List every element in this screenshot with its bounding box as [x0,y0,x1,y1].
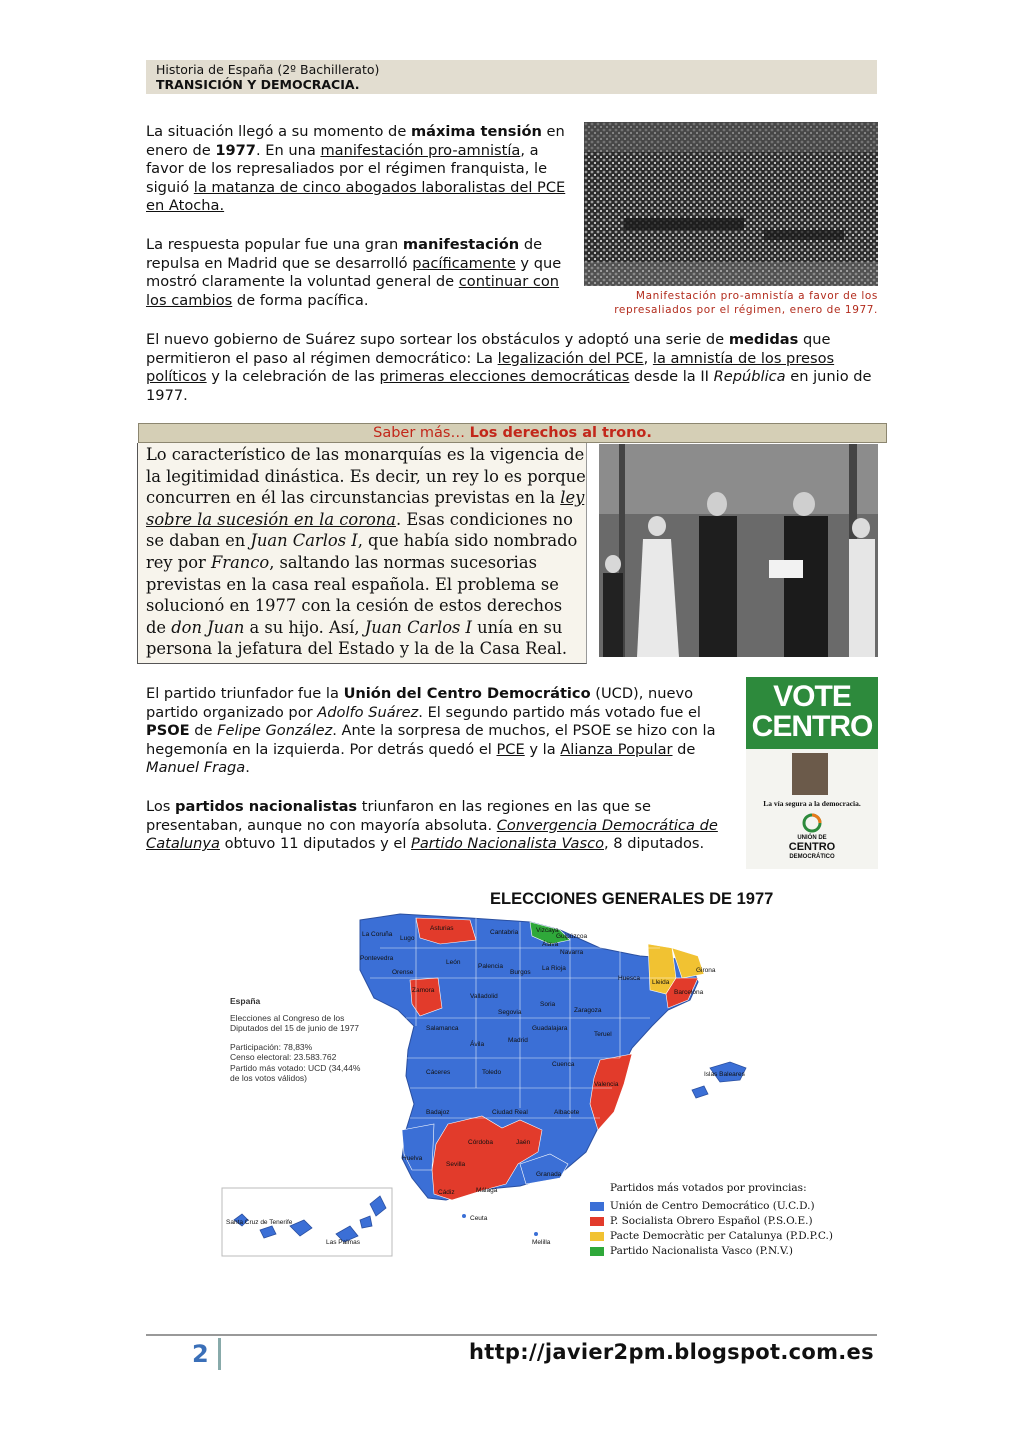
legend-label: Unión de Centro Democrático (U.C.D.) [610,1200,815,1212]
label-avila: Ávila [470,1041,485,1048]
text: (UCD), nuevo partido organizado por [146,685,694,721]
ceuta-dot [462,1214,466,1218]
ucd-logo-line2: CENTRO [788,841,836,853]
baleares-ucd [692,1062,746,1098]
label-segovia: Segovia [498,1009,522,1016]
label-pontevedra: Pontevedra [360,955,394,962]
italic-text: don Juan [171,617,245,637]
melilla-dot [534,1232,538,1236]
label-palencia: Palencia [478,963,503,970]
text: y la celebración de las [206,368,380,385]
legend-item [610,1215,840,1227]
ucd-logo-line3: DEMOCRÁTICO [789,854,835,860]
italic-text: Felipe González [217,722,333,739]
vote-centro-poster [746,677,878,869]
label-burgos: Burgos [510,969,531,976]
saber-mas-header [138,423,887,443]
label-badajoz: Badajoz [426,1109,450,1116]
label-toledo: Toledo [482,1069,502,1076]
label-malaga: Málaga [476,1187,498,1194]
bold-text: PSOE [146,722,190,739]
italic-text: Adolfo Suárez [317,703,419,721]
label-lleida: Lleida [652,979,670,986]
saber-prefix: Saber más… [373,425,470,441]
label-zaragoza: Zaragoza [574,1007,602,1014]
poster-panel [746,749,878,869]
underlined-text: continuar con los cambios [146,273,560,309]
text: obtuvo 11 diputados y el [219,835,412,852]
info-country: España [230,996,261,1006]
paragraph-winning-party [146,685,736,778]
label-rioja: La Rioja [542,965,566,972]
underlined-italic-text: Convergencia Democrática de Catalunya [146,816,718,852]
italic-text: Franco [210,552,270,572]
header-unit-title: TRANSICIÓN Y DEMOCRACIA. [156,77,360,92]
underlined-text: manifestación pro-amnistía [320,141,521,159]
paragraph-response [146,236,571,310]
label-huelva: Huelva [402,1155,423,1162]
map-info [230,996,380,1084]
text: La respuesta popular fue una gran [146,236,403,253]
legend-item [610,1200,840,1212]
text: El partido triunfador fue la [146,685,344,702]
info-winner: Partido más votado: UCD (34,44% [230,1062,361,1073]
legend-item [610,1245,840,1257]
text: La situación llegó a su momento de [146,123,411,140]
label-albacete: Albacete [554,1109,580,1116]
legend-label: P. Socialista Obrero Español (P.S.O.E.) [610,1215,813,1227]
label-melilla: Melilla [532,1239,551,1246]
label-granada: Granada [536,1171,562,1178]
text: , [643,349,653,367]
label-salamanca: Salamanca [426,1025,459,1032]
italic-text: Manuel Fraga [146,759,246,776]
legend-swatch-psoe [590,1217,604,1226]
info-census: Censo electoral: 23.583.762 [230,1052,337,1062]
text: , saltando las normas sucesorias previstas en la casa real española. El problema se solucionó en 1977 con la cesión de estos derechos de [146,552,563,637]
footer-divider [146,1334,877,1336]
label-barcelona: Barcelona [674,989,704,996]
info-participation: Participación: 78,83% [230,1041,313,1052]
label-navarra: Navarra [560,949,584,956]
underlined-text: legalización del PCE [497,349,644,367]
text: y la [524,740,561,758]
label-zamora: Zamora [412,987,435,994]
bold-text: 1977 [215,141,256,159]
label-cantabria: Cantabria [490,929,519,936]
text: . El segundo partido más votado fue el [418,703,701,721]
legend-swatch-pnv [590,1247,604,1256]
underlined-italic-text: ley sobre la sucesión en la corona [146,488,585,529]
page-number: 2 [192,1340,209,1368]
page-number-bar [218,1338,221,1370]
text: triunfaron en las regiones en las que se presentaban, aunque no con mayoría absoluta. [146,798,651,834]
underlined-italic-text: Partido Nacionalista Vasco [411,835,605,852]
crowd-image [584,122,878,286]
label-coruna: La Coruña [362,931,393,938]
label-cadiz: Cádiz [438,1189,455,1196]
suarez-portrait [792,753,828,795]
saber-title: Los derechos al trono. [469,425,652,441]
underlined-text: PCE [496,740,525,758]
paragraph-measures [146,331,879,405]
label-caceres: Cáceres [426,1069,451,1076]
text: . Ante la sorpresa de muchos, el PSOE se hizo con la hegemonía en la izquierda. Por detrás quedó el [146,722,716,758]
label-tenerife: Santa Cruz de Tenerife [226,1219,293,1226]
underlined-text: la matanza de cinco abogados laboralistas del PCE en Atocha. [146,178,566,214]
italic-text: República [713,368,786,385]
text: y que mostró claramente la voluntad general de [146,254,562,290]
legend-swatch-ucd [590,1202,604,1211]
label-cuenca: Cuenca [552,1061,575,1068]
label-guipuzcoa: Guipúzcoa [556,933,588,940]
ucd-logo-line1: UNIÓN DE [797,835,827,841]
royal-family-photo [599,444,878,657]
text: en junio de 1977. [146,368,872,404]
label-laspalmas: Las Palmas [326,1239,360,1246]
province-borders [370,918,680,1118]
legend-title: Partidos más votados por provincias: [610,1182,807,1194]
label-ciudadreal: Ciudad Real [492,1109,528,1116]
text: a su hijo. Así, [244,617,365,637]
label-lugo: Lugo [400,935,415,942]
underlined-text: primeras elecciones democráticas [379,368,630,385]
saber-mas-text [146,444,586,660]
label-asturias: Asturias [430,925,454,932]
text: de [189,722,218,739]
text: . Esas condiciones no se daban en [146,509,573,551]
italic-text: Juan Carlos I [364,617,472,637]
text: de [672,740,696,758]
poster-slogan: La vía segura a la democracia. [763,799,861,808]
info-desc1: Elecciones al Congreso de los [230,1012,345,1023]
ucd-logo-icon [800,813,824,833]
text: Los [146,798,176,815]
text: que permitieron el paso al régimen democrático: La [146,331,831,367]
info-desc2: Diputados del 15 de junio de 1977 [230,1023,360,1033]
bold-text: medidas [728,331,799,348]
bold-text: partidos nacionalistas [175,798,358,815]
italic-text: Juan Carlos I [250,531,358,551]
poster-title-vote: VOTE [773,680,851,713]
legend-label: Partido Nacionalista Vasco (P.N.V.) [610,1245,793,1257]
underlined-text: pacíficamente [412,254,516,272]
text: Lo característico de las monarquías es la vigencia de la legitimidad dinástica. Es decir, un rey lo es porque concurren en él las circunstancias previstas en la [146,445,586,508]
label-baleares: Islas Baleares [704,1071,745,1078]
label-valladolid: Valladolid [470,993,498,1000]
label-teruel: Teruel [594,1031,612,1038]
page-header [146,60,877,94]
header-course: Historia de España (2º Bachillerato) [156,62,380,77]
label-guadalajara: Guadalajara [532,1025,568,1032]
text: , a favor de los represaliados por el régimen franquista, le siguió [146,141,548,196]
text: desde la II [629,368,714,385]
label-orense: Orense [392,969,414,976]
label-cordoba: Córdoba [468,1139,493,1146]
label-soria: Soria [540,1001,556,1008]
text: , que había sido nombrado rey por [146,531,578,572]
paragraph-tension [146,123,571,216]
legend-swatch-pdpc [590,1232,604,1241]
bold-text: manifestación [402,236,520,253]
label-valencia: Valencia [594,1081,619,1088]
label-girona: Girona [696,967,716,974]
royal-family-image [599,444,878,657]
text: unía en su persona la jefatura del Estado y la de la Casa Real. [146,617,568,659]
text: de repulsa en Madrid que se desarrolló [146,236,543,272]
demonstration-photo [584,122,878,286]
legend-item [610,1230,840,1242]
text: . En una [255,141,321,159]
label-sevilla: Sevilla [446,1161,466,1168]
label-alava: Álava [542,941,559,948]
label-vizcaya: Vizcaya [536,927,559,934]
map-title: ELECCIONES GENERALES DE 1977 [490,890,774,908]
map-legend [610,1182,840,1257]
bold-text: máxima tensión [410,123,542,140]
bold-text: Unión del Centro Democrático [343,685,591,702]
label-leon: León [446,959,461,966]
underlined-text: la amnistía de los presos políticos [146,349,835,385]
underlined-text: Alianza Popular [560,740,673,758]
legend-label: Pacte Democràtic per Catalunya (P.D.P.C.) [610,1230,833,1242]
photo-caption: Manifestación pro-amnistía a favor de los represaliados por el régimen, enero de 1977. [614,290,878,316]
text: en enero de [146,123,565,159]
footer-url[interactable]: http://javier2pm.blogspot.com.es [469,1340,874,1364]
label-jaen: Jaén [516,1139,531,1146]
text: El nuevo gobierno de Suárez supo sortear los obstáculos y adoptó una serie de [146,331,729,348]
info-winner-2: de los votos válidos) [230,1073,308,1083]
label-huesca: Huesca [618,975,641,982]
label-ceuta: Ceuta [470,1215,488,1222]
text: de forma pacífica. [232,291,369,309]
text: , 8 diputados. [604,835,705,852]
paragraph-nationalists [146,798,736,854]
label-madrid: Madrid [508,1037,528,1044]
text: . [245,759,250,776]
poster-title-centro: CENTRO [751,710,873,743]
